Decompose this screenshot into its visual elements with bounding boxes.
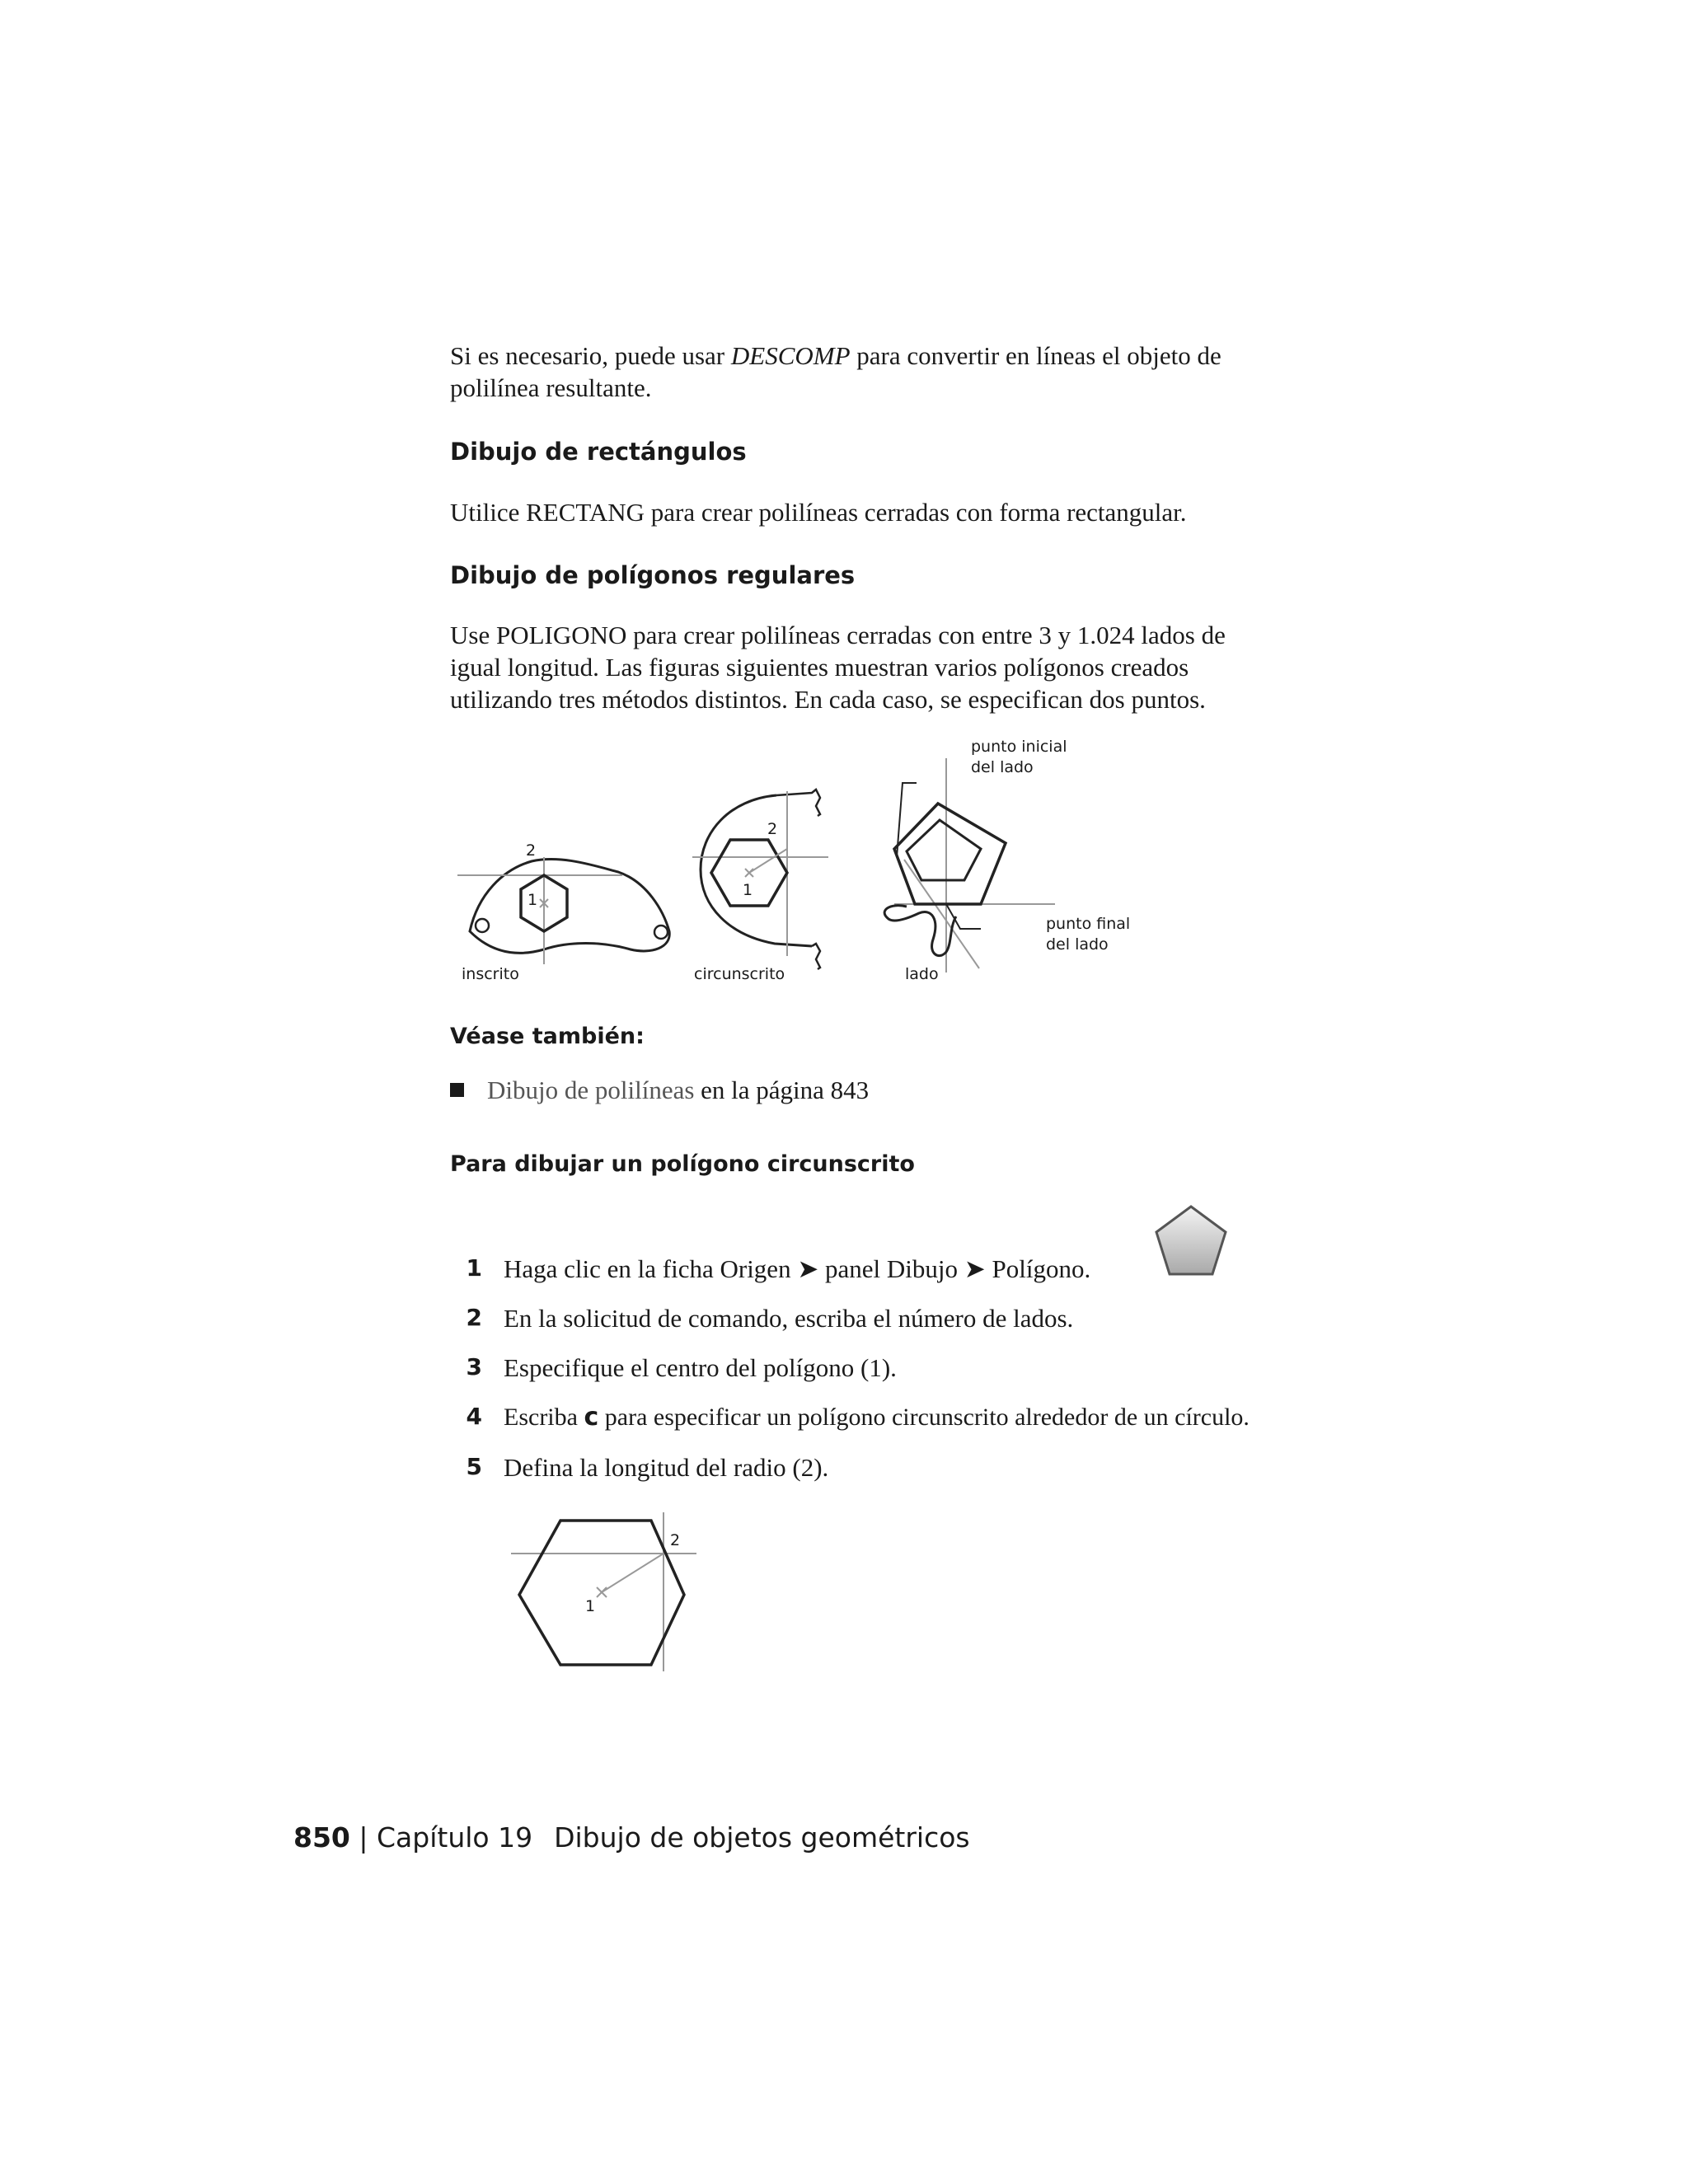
circumscribed-caption: circunscrito [694,965,785,983]
side-caption: lado [905,965,939,983]
inscribed-example [457,841,669,983]
bullet-square-icon [450,1083,464,1097]
step-number: 5 [466,1453,482,1480]
circumscribed-example [692,790,828,983]
chapter-label: Capítulo 19 [377,1821,533,1854]
start-point-label-2: del lado [971,758,1034,776]
point-2-label: 2 [526,841,537,860]
chapter-title: Dibujo de objetos geométricos [554,1821,970,1854]
circumscribed-hexagon-figure [507,1508,705,1673]
intro-paragraph [450,340,1221,404]
page-number: 850 [293,1821,350,1854]
inscribed-outline [470,859,669,953]
end-point-label-1: punto final [1046,915,1131,933]
polygon-tool-icon [1152,1203,1230,1279]
polygons-line: utilizando tres métodos distintos. En cada caso, se especifican dos puntos. [450,685,1206,714]
see-also-link[interactable]: Dibujo de polilíneas [487,1076,695,1104]
step-number: 3 [466,1353,482,1380]
intro-line-2: polilínea resultante. [450,373,652,402]
polygon-methods-figure [445,733,1154,997]
circumscribed-outline [701,795,812,946]
point-2-label: 2 [670,1531,681,1549]
step-text: Escriba c para especificar un polígono circunscrito alrededor de un círculo. [504,1403,1250,1432]
radius-line [602,1554,663,1592]
page-footer: 850 | Capítulo 19 Dibujo de objetos geométricos [293,1821,970,1854]
hole-left [476,919,489,932]
inscribed-caption: inscrito [462,965,519,983]
see-also-item: Dibujo de polilíneas en la página 843 [450,1074,869,1106]
point-2-label: 2 [767,820,778,838]
side-example [884,738,1130,983]
step-text: En la solicitud de comando, escriba el número de lados. [504,1304,1074,1333]
step-text: Defina la longitud del radio (2). [504,1453,829,1482]
intro-line-1: Si es necesario, puede usar DESCOMP para convertir en líneas el objeto de [450,341,1221,370]
section-heading-polygons: Dibujo de polígonos regulares [450,561,856,589]
see-also-heading: Véase también: [450,1024,645,1049]
point-1-label: 1 [743,881,753,899]
step-number: 1 [466,1254,482,1282]
step-text: Especifique el centro del polígono (1). [504,1353,897,1382]
section-heading-rectangles: Dibujo de rectángulos [450,438,747,466]
outer-pentagon [894,804,1006,904]
step-text: Haga clic en la ficha Origen ➤ panel Dibujo ➤ Polígono. [504,1254,1091,1283]
polygons-line: Use POLIGONO para crear polilíneas cerradas con entre 3 y 1.024 lados de [450,621,1226,649]
side-outline [884,906,956,956]
polygons-line: igual longitud. Las figuras siguientes muestran varios polígonos creados [450,653,1189,682]
leader-line-end [946,904,981,929]
end-point-label-2: del lado [1046,935,1109,954]
inner-pentagon [907,820,981,880]
procedure-heading: Para dibujar un polígono circunscrito [450,1151,915,1177]
command-name: DESCOMP [730,341,851,370]
point-1-label: 1 [585,1597,596,1615]
option-key: c [584,1403,599,1432]
step-number: 2 [466,1304,482,1331]
step-number: 4 [466,1403,482,1430]
hole-right [654,926,668,939]
start-point-label-1: punto inicial [971,738,1067,756]
rectangles-paragraph: Utilice RECTANG para crear polilíneas cerradas con forma rectangular. [450,498,1187,527]
polygons-paragraph [450,619,1226,715]
point-1-label: 1 [528,891,538,909]
